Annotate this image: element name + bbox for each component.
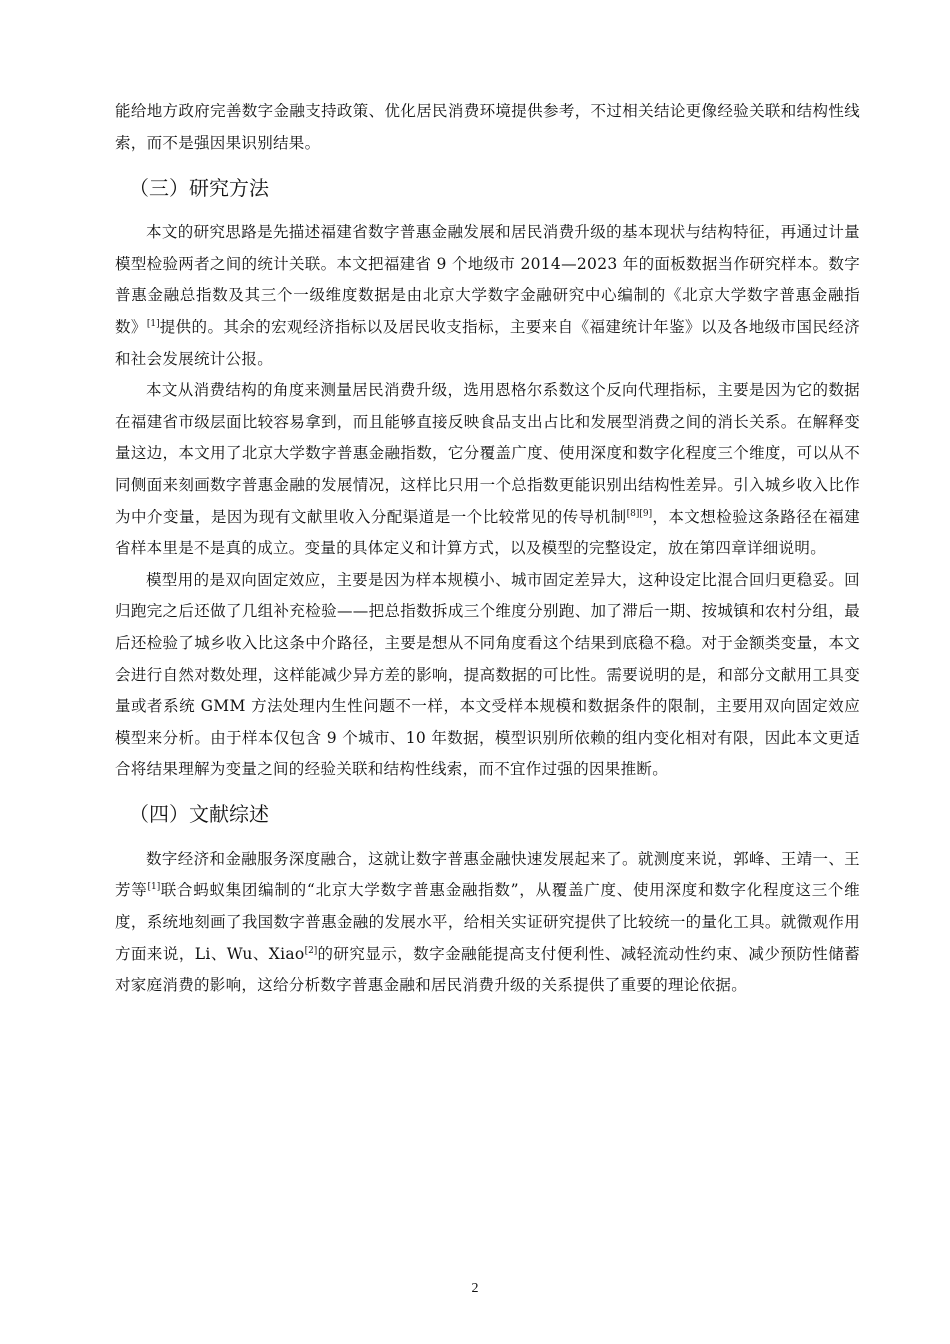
paragraph-continuation: 能给地方政府完善数字金融支持政策、优化居民消费环境提供参考，不过相关结论更像经验关联和结构性线索，而不是强因果识别结果。 xyxy=(115,102,860,152)
text-run: ，本文想检验这条路径在福建省样本里是不是真的成立。变量的具体定义和计算方式，以及模型的完整设定，放在第四章详细说明。 xyxy=(115,507,860,558)
citation-marker: [8][9] xyxy=(626,508,653,519)
text-run: 本文从消费结构的角度来测量居民消费升级，选用恩格尔系数这个反向代理指标，主要是因为它的数据在福建省市级层面比较容易拿到，而且能够直接反映食品支出占比和发展型消费之间的消长关系。在解释变量这边，本文用了北京大学数字普惠金融指数，它分覆盖广度、使用深度和数字化程度三个维度，可以从不同侧面来刻画数字普惠金融的发展情况，这样比只用一个总指数更能识别出结构性差异。引入城乡收入比作为中介变量，是因为现有文献里收入分配渠道是一个比较常见的传导机制 xyxy=(115,381,860,526)
citation-marker: [1] xyxy=(146,318,160,329)
text-run: 联合蚂蚁集团编制的“北京大学数字普惠金融指数”，从覆盖广度、使用深度和数字化程度这三个维度，系统地刻画了我国数字普惠金融的发展水平，给相关实证研究提供了比较统一的量化工具。就微观作用方面来说，Li、Wu、Xiao xyxy=(115,881,860,963)
paragraph-literature xyxy=(115,844,860,1002)
paragraph-variables xyxy=(115,375,860,565)
citation-marker: [1] xyxy=(147,882,161,893)
section-heading-research-methods: （三）研究方法 xyxy=(129,176,269,201)
text-run: 数字经济和金融服务深度融合，这就让数字普惠金融快速发展起来了。就测度来说，郭峰、王靖一、王芳等 xyxy=(115,849,860,900)
page-number: 2 xyxy=(471,1281,479,1296)
section-heading-literature-review: （四）文献综述 xyxy=(129,801,269,826)
paragraph-research-approach xyxy=(115,217,860,375)
page-body xyxy=(115,96,860,1002)
text-run: 本文的研究思路是先描述福建省数字普惠金融发展和居民消费升级的基本现状与结构特征，再通过计量模型检验两者之间的统计关联。本文把福建省 9 个地级市 2014—2023 年的面板数据当作研究样本。数字普惠金融总指数及其三个一级维度数据是由北京大学数字金融研究中心编制的《北京大学数字普惠金融指数》 xyxy=(115,223,860,336)
text-run: 的研究显示，数字金融能提高支付便利性、减轻流动性约束、减少预防性储蓄对家庭消费的影响，这给分析数字普惠金融和居民消费升级的关系提供了重要的理论依据。 xyxy=(115,944,861,995)
text-run: 提供的。其余的宏观经济指标以及居民收支指标，主要来自《福建统计年鉴》以及各地级市国民经济和社会发展统计公报。 xyxy=(115,317,860,368)
paragraph-model: 模型用的是双向固定效应，主要是因为样本规模小、城市固定差异大，这种设定比混合回归更稳妥。回归跑完之后还做了几组补充检验——把总指数拆成三个维度分别跑、加了滞后一期、按城镇和农村分组，最后还检验了城乡收入比这条中介路径，主要是想从不同角度看这个结果到底稳不稳。对于金额类变量，本文会进行自然对数处理，这样能减少异方差的影响，提高数据的可比性。需要说明的是，和部分文献用工具变量或者系统 GMM 方法处理内生性问题不一样，本文受样本规模和数据条件的限制，主要用双向固定效应模型来分析。由于样本仅包含 9 个城市、10 年数据，模型识别所依赖的组内变化相对有限，因此本文更适合将结果理解为变量之间的经验关联和结构性线索，而不宜作过强的因果推断。 xyxy=(115,570,860,779)
citation-marker: [2] xyxy=(304,945,318,956)
